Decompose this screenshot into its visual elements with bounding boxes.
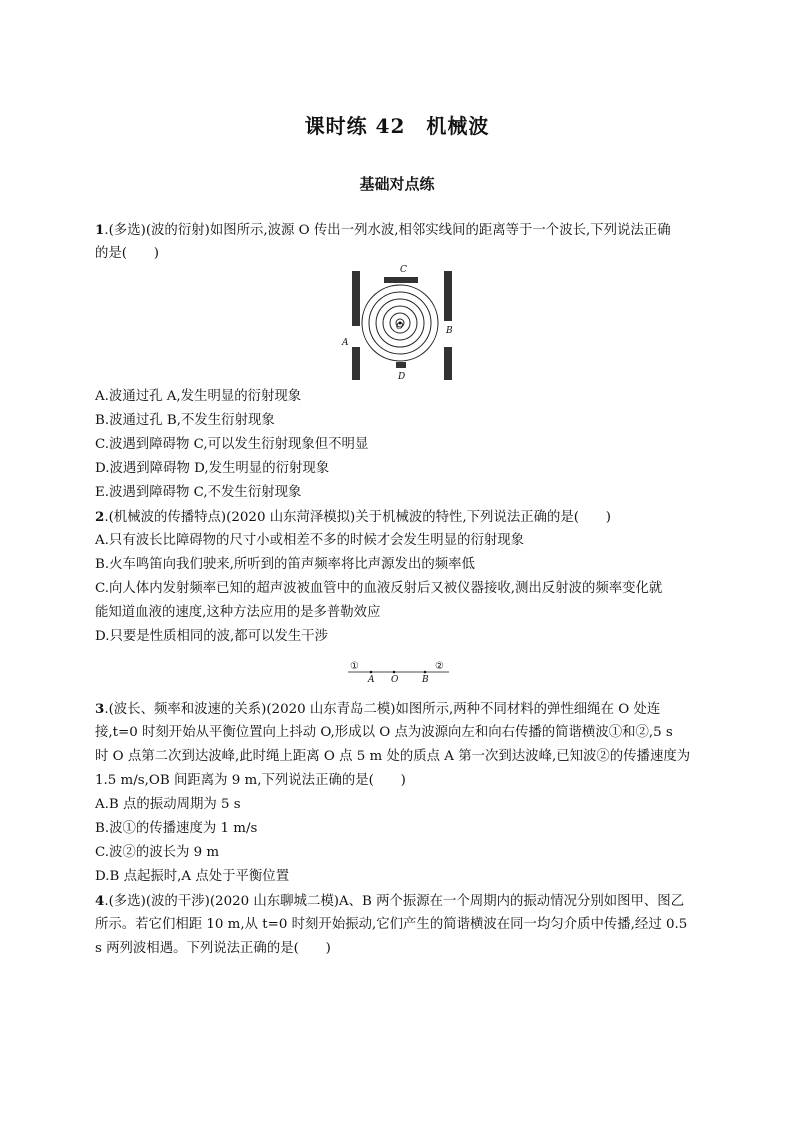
page-title: 课时练 42 机械波 [304, 114, 490, 138]
label-a: A [342, 338, 349, 348]
q3-option-d: D.B 点起振时,A 点处于平衡位置 [95, 869, 290, 884]
q1-option-a: A.波通过孔 A,发生明显的衍射现象 [95, 389, 302, 404]
q2-option-d: D.只要是性质相同的波,都可以发生干涉 [95, 629, 329, 644]
barrier-right-bottom [444, 347, 452, 380]
q3-option-a: A.B 点的振动周期为 5 s [95, 797, 241, 812]
label-wave-2: ② [435, 661, 444, 672]
q4-text: .(多选)(波的干涉)(2020 山东聊城二模)A、B 两个振源在一个周期内的振动情况分别如图甲、图乙 [104, 894, 685, 909]
q4-stem-line2: 所示。若它们相距 10 m,从 t=0 时刻开始振动,它们产生的简谐横波在同一均匀介质中传播,经过 0.5 [95, 917, 688, 932]
q3-number: 3 [95, 701, 105, 717]
q3-stem-line3: 时 O 点第二次到达波峰,此时绳上距离 O 点 5 m 处的质点 A 第一次到达波峰,已知波②的传播速度为 [95, 749, 691, 764]
q2-option-a: A.只有波长比障碍物的尺寸小或相差不多的时候才会发生明显的衍射现象 [95, 533, 525, 548]
label-o: O [396, 322, 404, 332]
q4-number: 4 [95, 893, 105, 909]
obstacle-c [384, 277, 418, 283]
q2-text: .(机械波的传播特点)(2020 山东菏泽模拟)关于机械波的特性,下列说法正确的是( ) [104, 510, 612, 525]
section-title: 基础对点练 [359, 175, 435, 193]
point-b [424, 671, 427, 674]
q1-number: 1 [95, 222, 105, 238]
label-c: C [400, 265, 407, 275]
q1-option-e: E.波遇到障碍物 C,不发生衍射现象 [95, 485, 302, 500]
q3-text: .(波长、频率和波速的关系)(2020 山东青岛二模)如图所示,两种不同材料的弹性细绳在 O 处连 [104, 702, 661, 717]
q3-stem-line2: 接,t=0 时刻开始从平衡位置向上抖动 O,形成以 O 点为波源向左和向右传播的简谐横波①和②,5 s [95, 725, 673, 740]
q1-stem-line1 [95, 221, 671, 240]
q3-option-c: C.波②的波长为 9 m [95, 845, 220, 860]
obstacle-d [396, 362, 406, 368]
label-wave-1: ① [350, 661, 359, 672]
q3-option-b: B.波①的传播速度为 1 m/s [95, 821, 258, 836]
q4-stem-line3: s 两列波相遇。下列说法正确的是( ) [95, 941, 331, 956]
q1-option-c: C.波遇到障碍物 C,可以发生衍射现象但不明显 [95, 437, 369, 452]
q2-stem-line1 [95, 508, 611, 527]
q2-option-c-cont: 能知道血液的速度,这种方法应用的是多普勒效应 [95, 605, 381, 620]
q1-option-d: D.波遇到障碍物 D,发生明显的衍射现象 [95, 461, 330, 476]
label-d: D [398, 372, 406, 382]
q2-option-b: B.火车鸣笛向我们驶来,所听到的笛声频率将比声源发出的频率低 [95, 557, 475, 572]
q3-stem-line4: 1.5 m/s,OB 间距离为 9 m,下列说法正确的是( ) [95, 773, 406, 788]
q3-rope-figure [345, 658, 455, 686]
q1-option-b: B.波通过孔 B,不发生衍射现象 [95, 413, 275, 428]
q1-stem-line2: 的是( ) [95, 246, 160, 261]
barrier-left-bottom [352, 347, 360, 380]
label-point-b: B [422, 675, 429, 685]
q1-diffraction-figure [340, 263, 460, 383]
q2-number: 2 [95, 509, 105, 525]
point-o [393, 671, 396, 674]
barrier-right-top [444, 271, 452, 321]
q3-stem-line1 [95, 700, 660, 719]
label-point-o: O [391, 675, 399, 685]
point-a [370, 671, 373, 674]
q2-option-c: C.向人体内发射频率已知的超声波被血管中的血液反射后又被仪器接收,测出反射波的频率变化就 [95, 581, 663, 596]
label-b: B [446, 326, 453, 336]
barrier-left-top [352, 271, 360, 326]
q1-text: .(多选)(波的衍射)如图所示,波源 O 传出一列水波,相邻实线间的距离等于一个波长,下列说法正确 [104, 223, 671, 238]
label-point-a: A [368, 675, 375, 685]
q4-stem-line1 [95, 892, 684, 911]
